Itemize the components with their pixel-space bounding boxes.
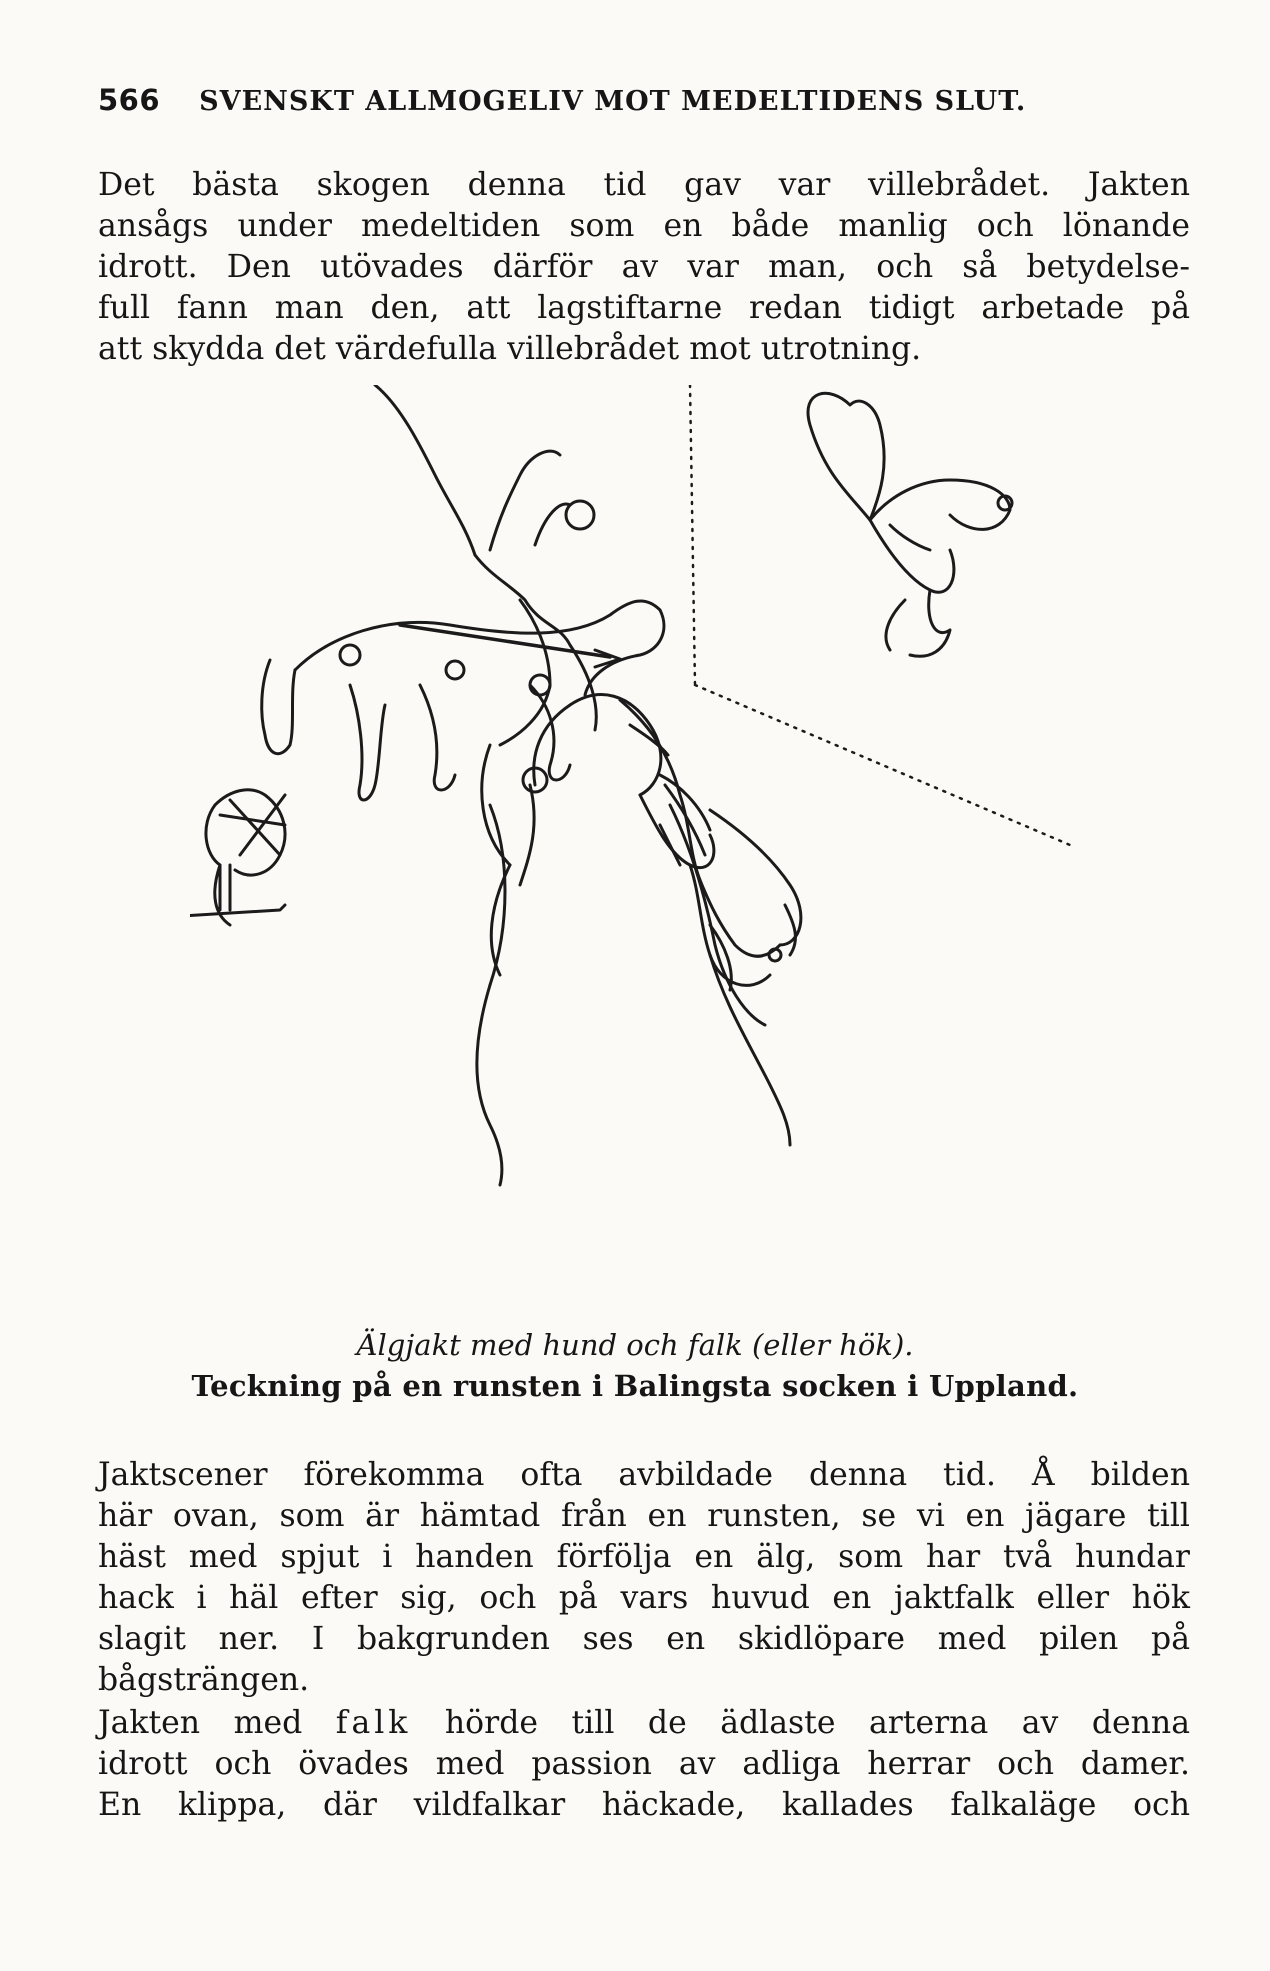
- text-line: ansågs under medeltiden som en både manlig och lönande: [98, 208, 1190, 244]
- paragraph-falconry: [98, 1703, 1190, 1826]
- skier-archer-figure: [190, 790, 285, 925]
- paragraph-hunting-intro: [98, 165, 1190, 370]
- text-line: Jaktscener förekomma ofta avbildade denna tid. Å bilden: [98, 1457, 1190, 1493]
- emphasized-word: falk: [335, 1705, 412, 1741]
- text-line: Det bästa skogen denna tid gav var villebrådet. Jakten: [98, 167, 1190, 203]
- paragraph-hunting-scenes: [98, 1455, 1190, 1701]
- falcon-figure: [808, 393, 1012, 656]
- text-line: En klippa, där vildfalkar häckade, kallades falkaläge och: [98, 1787, 1190, 1823]
- page-number: 566: [98, 83, 161, 117]
- text-line: bågsträngen.: [98, 1662, 310, 1698]
- running-title: SVENSKT ALLMOGELIV MOT MEDELTIDENS SLUT.: [199, 86, 1027, 117]
- text-line: idrott och övades med passion av adliga herrar och damer.: [98, 1746, 1190, 1782]
- ground-line: [477, 955, 790, 1185]
- text-line: full fann man den, att lagstiftarne redan tidigt arbetade på: [98, 290, 1190, 326]
- text-line: att skydda det värdefulla villebrådet mot utrotning.: [98, 331, 922, 367]
- moose-figure: [490, 695, 770, 986]
- running-header: [98, 80, 1198, 120]
- dotted-guide-lines: [690, 385, 1070, 845]
- text-line: häst med spjut i handen förfölja en älg, som har två hundar: [98, 1539, 1190, 1575]
- text-line: här ovan, som är hämtad från en runsten, se vi en jägare till: [98, 1498, 1190, 1534]
- text-line: hack i häl efter sig, och på vars huvud en jaktfalk eller hök: [98, 1580, 1190, 1616]
- text-line: idrott. Den utövades därför av var man, och så betydelse-: [98, 249, 1190, 285]
- text-fragment: hörde till de ädlaste arterna av denna: [411, 1705, 1190, 1741]
- figure-caption-italic: Älgjakt med hund och falk (eller hök).: [356, 1328, 914, 1362]
- text-fragment: Jakten med: [98, 1705, 336, 1741]
- horse-and-rider-figure: [262, 385, 664, 975]
- runestone-drawing: [190, 385, 1090, 1320]
- text-line: slagit ner. I bakgrunden ses en skidlöpare med pilen på: [98, 1621, 1190, 1657]
- figure-caption: Teckning på en runsten i Balingsta socken i Uppland.: [191, 1369, 1079, 1403]
- text-line: [98, 1703, 1190, 1744]
